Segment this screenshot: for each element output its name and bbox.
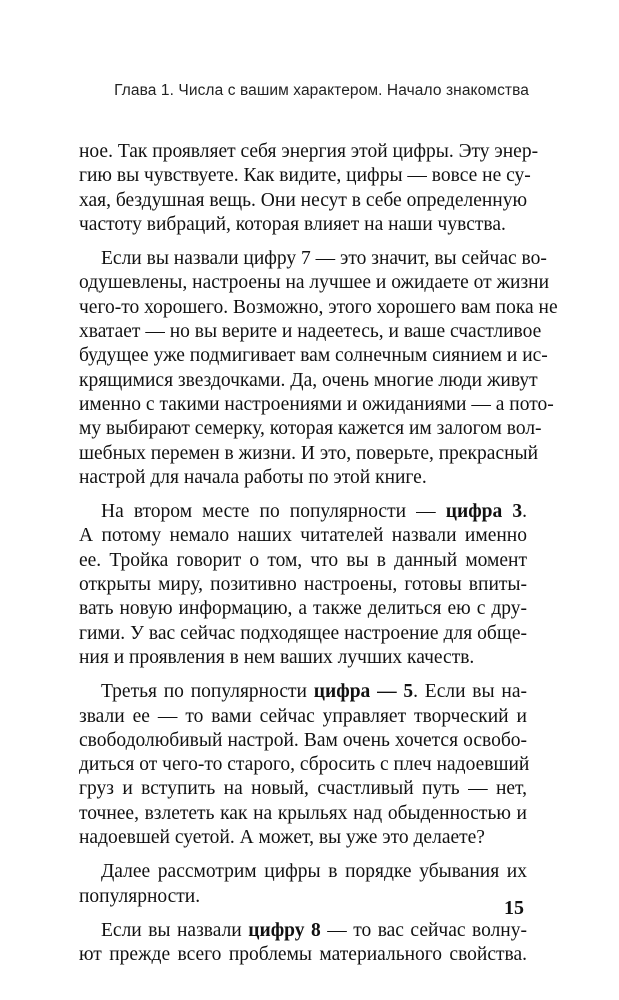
paragraph bbox=[79, 247, 558, 490]
paragraph bbox=[79, 680, 530, 850]
text-line: груз и вступить на новый, счастливый путь — нет, bbox=[79, 778, 527, 800]
text-line: одушевлены, настроены на лучшее и ожидаете от жизни bbox=[79, 272, 550, 294]
text-line: крящимися звездочками. Да, очень многие люди живут bbox=[79, 369, 538, 391]
paragraph bbox=[79, 860, 527, 909]
text-line: будущее уже подмигивает вам солнечным сиянием и ис- bbox=[79, 345, 548, 367]
text-line: ния и проявления в нем ваших лучших качеств. bbox=[79, 646, 475, 668]
paragraph bbox=[79, 140, 539, 237]
text-line: гими. У вас сейчас подходящее настроение для обще- bbox=[79, 622, 527, 644]
text-line: шебных перемен в жизни. И это, поверьте, прекрасный bbox=[79, 442, 539, 464]
text-segment: — то вас сейчас волну- bbox=[320, 919, 527, 941]
text-line: свободолюбивый настрой. Вам очень хочется освобо- bbox=[79, 729, 527, 751]
text-line bbox=[79, 680, 527, 704]
page-number: 15 bbox=[504, 897, 524, 919]
text-line: хватает — но вы верите и надеетесь, и ваше счастливое bbox=[79, 321, 542, 343]
highlighted-number: цифра 3 bbox=[445, 501, 523, 523]
text-line: надоевшей суетой. А может, вы уже это делаете? bbox=[79, 827, 485, 849]
body-text bbox=[79, 140, 558, 968]
text-segment: На втором месте по популярности — bbox=[101, 501, 446, 523]
text-line: именно с такими настроениями и ожиданиями — а пото- bbox=[79, 393, 554, 415]
text-line: Далее рассмотрим цифры в порядке убывания их bbox=[101, 861, 527, 883]
text-line bbox=[79, 500, 527, 524]
text-line: популярности. bbox=[79, 885, 201, 907]
text-line: А потому немало наших читателей назвали именно bbox=[79, 525, 527, 547]
text-line: открыты миру, позитивно настроены, готовы впиты- bbox=[79, 574, 527, 596]
text-segment: . bbox=[522, 501, 527, 523]
text-line: диться от чего-то старого, сбросить с плеч надоевший bbox=[79, 754, 530, 776]
text-segment: Третья по популярности bbox=[101, 681, 314, 703]
text-line: настрой для начала работы по этой книге. bbox=[79, 466, 427, 488]
text-line: точнее, взлететь как на крыльях над обыденностью и bbox=[79, 802, 527, 824]
highlighted-number: цифру 8 bbox=[248, 919, 321, 941]
text-line bbox=[79, 919, 527, 943]
highlighted-number: цифра — 5 bbox=[313, 681, 414, 703]
text-segment: . Если вы на- bbox=[413, 681, 527, 703]
text-line: хая, бездушная вещь. Они несут в себе определенную bbox=[79, 189, 528, 211]
text-line: ное. Так проявляет себя энергия этой цифры. Эту энер- bbox=[79, 141, 539, 162]
text-line: ют прежде всего проблемы материального свойства. bbox=[79, 944, 527, 966]
text-line: частоту вибраций, которая влияет на наши чувства. bbox=[79, 213, 506, 235]
text-line: му выбирают семерку, которая кажется им залогом вол- bbox=[79, 418, 542, 440]
text-line: гию вы чувствуете. Как видите, цифры — вовсе не су- bbox=[79, 165, 531, 187]
paragraph bbox=[79, 919, 527, 968]
paragraph bbox=[79, 500, 527, 670]
text-line: Если вы назвали цифру 7 — это значит, вы сейчас во- bbox=[101, 248, 547, 270]
text-line: звали ее — то вами сейчас управляет творческий и bbox=[79, 705, 527, 727]
running-header: Глава 1. Числа с вашим характером. Начало знакомства bbox=[114, 82, 529, 99]
text-segment: Если вы назвали bbox=[101, 919, 249, 941]
text-line: чего-то хорошего. Возможно, этого хорошего вам пока не bbox=[79, 296, 558, 318]
text-line: ее. Тройка говорит о том, что вы в данный момент bbox=[79, 549, 527, 571]
text-line: вать новую информацию, а также делиться ею с дру- bbox=[79, 598, 527, 620]
